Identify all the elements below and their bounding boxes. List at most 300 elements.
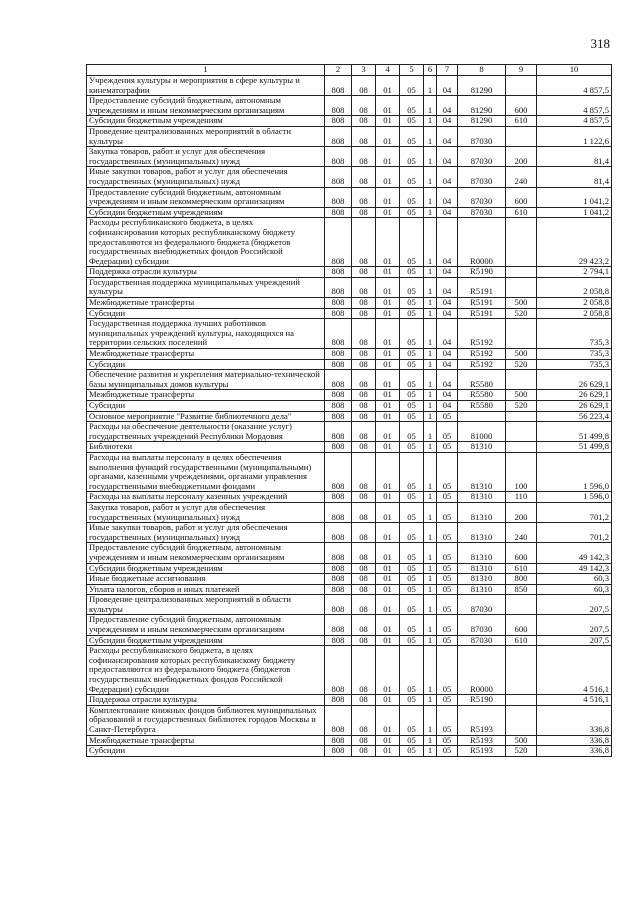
row-name-cell: Иные закупки товаров, работ и услуг для обеспечения государственных (муниципальных) нужд [87, 167, 325, 187]
subprogram-code-cell: 1 [424, 359, 437, 370]
table-row [87, 646, 612, 695]
amount-cell: 701,2 [537, 523, 612, 543]
section-code-cell: 08 [352, 563, 376, 574]
subprogram-code-cell: 1 [424, 635, 437, 646]
expense-code-cell: 87030 [458, 207, 506, 218]
row-name-cell: Субсидии бюджетным учреждениям [87, 116, 325, 127]
ministry-code-cell: 808 [325, 705, 352, 735]
amount-cell: 207,5 [537, 595, 612, 615]
program-code-cell: 05 [400, 167, 424, 187]
subprogram-code-cell: 1 [424, 452, 437, 491]
activity-code-cell: 04 [437, 319, 458, 349]
subprogram-code-cell: 1 [424, 746, 437, 757]
section-code-cell: 08 [352, 167, 376, 187]
subsection-code-cell: 01 [376, 746, 400, 757]
table-row [87, 735, 612, 746]
row-name-cell: Основное мероприятие "Развитие библиотечного дела" [87, 411, 325, 422]
activity-code-cell: 04 [437, 147, 458, 167]
subsection-code-cell: 01 [376, 442, 400, 453]
subsection-code-cell: 01 [376, 563, 400, 574]
ministry-code-cell: 808 [325, 359, 352, 370]
activity-code-cell: 04 [437, 267, 458, 278]
section-code-cell: 08 [352, 523, 376, 543]
activity-code-cell: 05 [437, 695, 458, 706]
subsection-code-cell: 01 [376, 76, 400, 96]
amount-cell: 207,5 [537, 615, 612, 635]
expense-code-cell: R5191 [458, 308, 506, 319]
ministry-code-cell: 808 [325, 96, 352, 116]
row-name-cell: Государственная поддержка лучших работников муниципальных учреждений культуры, находящихся на территории сельских поселений [87, 319, 325, 349]
amount-cell: 26 629,1 [537, 390, 612, 401]
section-code-cell: 08 [352, 646, 376, 695]
amount-cell: 60,3 [537, 574, 612, 585]
amount-cell: 735,3 [537, 359, 612, 370]
amount-cell: 29 423,2 [537, 218, 612, 267]
section-code-cell: 08 [352, 308, 376, 319]
program-code-cell: 05 [400, 298, 424, 309]
amount-cell: 2 058,8 [537, 277, 612, 297]
ministry-code-cell: 808 [325, 695, 352, 706]
program-code-cell: 05 [400, 563, 424, 574]
activity-code-cell: 05 [437, 502, 458, 522]
amount-cell: 1 041,2 [537, 207, 612, 218]
table-row [87, 695, 612, 706]
section-code-cell: 08 [352, 147, 376, 167]
expense-type-code-cell: 240 [506, 523, 537, 543]
section-code-cell: 08 [352, 705, 376, 735]
table-row [87, 207, 612, 218]
expense-code-cell: R0000 [458, 218, 506, 267]
subprogram-code-cell: 1 [424, 595, 437, 615]
subsection-code-cell: 01 [376, 401, 400, 412]
subprogram-code-cell: 1 [424, 705, 437, 735]
ministry-code-cell: 808 [325, 207, 352, 218]
row-name-cell: Комплектование книжных фондов библиотек муниципальных образований и государственных библиотек городов Москвы и Санкт-Петербурга [87, 705, 325, 735]
program-code-cell: 05 [400, 646, 424, 695]
table-row [87, 422, 612, 442]
subprogram-code-cell: 1 [424, 584, 437, 595]
subsection-code-cell: 01 [376, 267, 400, 278]
expense-type-code-cell [506, 277, 537, 297]
section-code-cell: 08 [352, 359, 376, 370]
row-name-cell: Межбюджетные трансферты [87, 349, 325, 360]
expense-type-code-cell: 240 [506, 167, 537, 187]
amount-cell: 336,8 [537, 746, 612, 757]
section-code-cell: 08 [352, 218, 376, 267]
ministry-code-cell: 808 [325, 267, 352, 278]
amount-cell: 701,2 [537, 502, 612, 522]
expense-code-cell: R0000 [458, 646, 506, 695]
ministry-code-cell: 808 [325, 349, 352, 360]
program-code-cell: 05 [400, 411, 424, 422]
table-row [87, 401, 612, 412]
activity-code-cell: 05 [437, 523, 458, 543]
ministry-code-cell: 808 [325, 187, 352, 207]
table-row [87, 523, 612, 543]
table-row [87, 308, 612, 319]
expense-code-cell: 87030 [458, 187, 506, 207]
row-name-cell: Государственная поддержка муниципальных учреждений культуры [87, 277, 325, 297]
amount-cell: 735,3 [537, 349, 612, 360]
table-row [87, 574, 612, 585]
expense-type-code-cell: 500 [506, 735, 537, 746]
table-row [87, 563, 612, 574]
activity-code-cell: 04 [437, 390, 458, 401]
subsection-code-cell: 01 [376, 523, 400, 543]
ministry-code-cell: 808 [325, 116, 352, 127]
expense-code-cell: 87030 [458, 126, 506, 146]
row-name-cell: Субсидии [87, 746, 325, 757]
amount-cell: 4 857,5 [537, 96, 612, 116]
subsection-code-cell: 01 [376, 695, 400, 706]
subsection-code-cell: 01 [376, 218, 400, 267]
table-row [87, 267, 612, 278]
expense-type-code-cell: 500 [506, 298, 537, 309]
table-row [87, 187, 612, 207]
amount-cell: 49 142,3 [537, 563, 612, 574]
expense-type-code-cell [506, 218, 537, 267]
subprogram-code-cell: 1 [424, 502, 437, 522]
expense-code-cell: R5192 [458, 319, 506, 349]
section-code-cell: 08 [352, 615, 376, 635]
ministry-code-cell: 808 [325, 584, 352, 595]
subsection-code-cell: 01 [376, 359, 400, 370]
program-code-cell: 05 [400, 574, 424, 585]
activity-code-cell: 05 [437, 735, 458, 746]
table-row [87, 167, 612, 187]
section-code-cell: 08 [352, 349, 376, 360]
subsection-code-cell: 01 [376, 370, 400, 390]
ministry-code-cell: 808 [325, 277, 352, 297]
expense-type-code-cell: 850 [506, 584, 537, 595]
table-row [87, 595, 612, 615]
program-code-cell: 05 [400, 218, 424, 267]
table-row [87, 746, 612, 757]
subprogram-code-cell: 1 [424, 615, 437, 635]
expense-code-cell: 81310 [458, 492, 506, 503]
expense-type-code-cell: 100 [506, 452, 537, 491]
program-code-cell: 05 [400, 126, 424, 146]
subsection-code-cell: 01 [376, 735, 400, 746]
subsection-code-cell: 01 [376, 207, 400, 218]
expense-code-cell: 81290 [458, 116, 506, 127]
section-code-cell: 08 [352, 319, 376, 349]
subprogram-code-cell: 1 [424, 277, 437, 297]
table-row [87, 277, 612, 297]
row-name-cell: Субсидии [87, 359, 325, 370]
activity-code-cell: 04 [437, 308, 458, 319]
activity-code-cell: 04 [437, 126, 458, 146]
subprogram-code-cell: 1 [424, 96, 437, 116]
column-header: 4 [376, 65, 400, 76]
subsection-code-cell: 01 [376, 390, 400, 401]
activity-code-cell: 04 [437, 167, 458, 187]
row-name-cell: Предоставление субсидий бюджетным, автономным учреждениям и иным некоммерческим организациям [87, 96, 325, 116]
subsection-code-cell: 01 [376, 187, 400, 207]
subprogram-code-cell: 1 [424, 207, 437, 218]
table-row [87, 584, 612, 595]
activity-code-cell: 05 [437, 452, 458, 491]
row-name-cell: Проведение централизованных мероприятий в области культуры [87, 126, 325, 146]
subprogram-code-cell: 1 [424, 401, 437, 412]
expense-type-code-cell: 610 [506, 207, 537, 218]
activity-code-cell: 05 [437, 574, 458, 585]
expense-code-cell: R5580 [458, 370, 506, 390]
ministry-code-cell: 808 [325, 563, 352, 574]
program-code-cell: 05 [400, 695, 424, 706]
subsection-code-cell: 01 [376, 646, 400, 695]
activity-code-cell: 04 [437, 187, 458, 207]
amount-cell: 49 142,3 [537, 543, 612, 563]
expense-type-code-cell: 610 [506, 563, 537, 574]
subsection-code-cell: 01 [376, 411, 400, 422]
expense-code-cell: R5193 [458, 705, 506, 735]
subprogram-code-cell: 1 [424, 563, 437, 574]
subprogram-code-cell: 1 [424, 735, 437, 746]
subprogram-code-cell: 1 [424, 695, 437, 706]
amount-cell: 4 857,5 [537, 76, 612, 96]
expense-type-code-cell [506, 76, 537, 96]
ministry-code-cell: 808 [325, 308, 352, 319]
activity-code-cell: 04 [437, 349, 458, 360]
program-code-cell: 05 [400, 96, 424, 116]
amount-cell: 4 857,5 [537, 116, 612, 127]
expense-code-cell: 81310 [458, 523, 506, 543]
subprogram-code-cell: 1 [424, 298, 437, 309]
activity-code-cell: 05 [437, 563, 458, 574]
activity-code-cell: 04 [437, 96, 458, 116]
program-code-cell: 05 [400, 390, 424, 401]
ministry-code-cell: 808 [325, 370, 352, 390]
program-code-cell: 05 [400, 401, 424, 412]
amount-cell: 51 499,8 [537, 442, 612, 453]
activity-code-cell: 04 [437, 359, 458, 370]
program-code-cell: 05 [400, 319, 424, 349]
program-code-cell: 05 [400, 595, 424, 615]
expense-type-code-cell: 520 [506, 746, 537, 757]
section-code-cell: 08 [352, 695, 376, 706]
ministry-code-cell: 808 [325, 218, 352, 267]
amount-cell: 51 499,8 [537, 422, 612, 442]
subprogram-code-cell: 1 [424, 218, 437, 267]
subprogram-code-cell: 1 [424, 543, 437, 563]
ministry-code-cell: 808 [325, 167, 352, 187]
ministry-code-cell: 808 [325, 390, 352, 401]
subprogram-code-cell: 1 [424, 116, 437, 127]
ministry-code-cell: 808 [325, 452, 352, 491]
program-code-cell: 05 [400, 116, 424, 127]
section-code-cell: 08 [352, 584, 376, 595]
section-code-cell: 08 [352, 442, 376, 453]
table-row [87, 349, 612, 360]
column-header: 10 [537, 65, 612, 76]
subprogram-code-cell: 1 [424, 370, 437, 390]
expense-type-code-cell: 610 [506, 635, 537, 646]
section-code-cell: 08 [352, 298, 376, 309]
program-code-cell: 05 [400, 147, 424, 167]
section-code-cell: 08 [352, 502, 376, 522]
expense-type-code-cell [506, 370, 537, 390]
table-row [87, 492, 612, 503]
subprogram-code-cell: 1 [424, 523, 437, 543]
table-row [87, 442, 612, 453]
column-header: 5 [400, 65, 424, 76]
expense-type-code-cell [506, 695, 537, 706]
section-code-cell: 08 [352, 492, 376, 503]
ministry-code-cell: 808 [325, 298, 352, 309]
expense-code-cell: R5191 [458, 277, 506, 297]
expense-code-cell: R5190 [458, 267, 506, 278]
page-number: 318 [590, 36, 610, 51]
expense-code-cell: 81310 [458, 543, 506, 563]
expense-type-code-cell [506, 422, 537, 442]
row-name-cell: Субсидии бюджетным учреждениям [87, 635, 325, 646]
program-code-cell: 05 [400, 207, 424, 218]
program-code-cell: 05 [400, 543, 424, 563]
row-name-cell: Расходы республиканского бюджета, в целях софинансирования которых республиканскому бюджету предоставляются из федерального бюджета (бюджетов государственных внебюджетных фондов Российской Федерации) субсидии [87, 646, 325, 695]
row-name-cell: Расходы на выплаты персоналу казенных учреждений [87, 492, 325, 503]
subprogram-code-cell: 1 [424, 646, 437, 695]
expense-type-code-cell [506, 646, 537, 695]
expense-code-cell: 81310 [458, 442, 506, 453]
expense-type-code-cell: 110 [506, 492, 537, 503]
activity-code-cell: 05 [437, 584, 458, 595]
program-code-cell: 05 [400, 502, 424, 522]
expense-type-code-cell: 800 [506, 574, 537, 585]
row-name-cell: Субсидии [87, 308, 325, 319]
amount-cell: 81,4 [537, 167, 612, 187]
row-name-cell: Закупка товаров, работ и услуг для обеспечения государственных (муниципальных) нужд [87, 147, 325, 167]
program-code-cell: 05 [400, 452, 424, 491]
section-code-cell: 08 [352, 543, 376, 563]
amount-cell: 56 223,4 [537, 411, 612, 422]
ministry-code-cell: 808 [325, 595, 352, 615]
subprogram-code-cell: 1 [424, 442, 437, 453]
subprogram-code-cell: 1 [424, 411, 437, 422]
expense-code-cell: 87030 [458, 167, 506, 187]
program-code-cell: 05 [400, 370, 424, 390]
ministry-code-cell: 808 [325, 147, 352, 167]
budget-table [86, 64, 612, 757]
ministry-code-cell: 808 [325, 502, 352, 522]
row-name-cell: Межбюджетные трансферты [87, 298, 325, 309]
activity-code-cell: 05 [437, 442, 458, 453]
section-code-cell: 08 [352, 370, 376, 390]
subprogram-code-cell: 1 [424, 574, 437, 585]
program-code-cell: 05 [400, 277, 424, 297]
amount-cell: 207,5 [537, 635, 612, 646]
table-row [87, 615, 612, 635]
table-row [87, 370, 612, 390]
expense-type-code-cell: 520 [506, 359, 537, 370]
expense-type-code-cell [506, 126, 537, 146]
expense-type-code-cell [506, 267, 537, 278]
expense-type-code-cell: 500 [506, 390, 537, 401]
amount-cell: 336,8 [537, 705, 612, 735]
expense-type-code-cell: 600 [506, 543, 537, 563]
activity-code-cell: 05 [437, 543, 458, 563]
subprogram-code-cell: 1 [424, 319, 437, 349]
expense-code-cell: R5193 [458, 735, 506, 746]
activity-code-cell: 04 [437, 207, 458, 218]
program-code-cell: 05 [400, 442, 424, 453]
row-name-cell: Проведение централизованных мероприятий в области культуры [87, 595, 325, 615]
section-code-cell: 08 [352, 401, 376, 412]
subsection-code-cell: 01 [376, 584, 400, 595]
row-name-cell: Библиотеки [87, 442, 325, 453]
expense-type-code-cell: 600 [506, 187, 537, 207]
ministry-code-cell: 808 [325, 401, 352, 412]
expense-code-cell [458, 411, 506, 422]
expense-code-cell: 87030 [458, 615, 506, 635]
expense-code-cell: 81000 [458, 422, 506, 442]
table-row [87, 359, 612, 370]
section-code-cell: 08 [352, 76, 376, 96]
row-name-cell: Поддержка отрасли культуры [87, 267, 325, 278]
subprogram-code-cell: 1 [424, 76, 437, 96]
subprogram-code-cell: 1 [424, 147, 437, 167]
expense-code-cell: 87030 [458, 635, 506, 646]
ministry-code-cell: 808 [325, 574, 352, 585]
amount-cell: 4 516,1 [537, 695, 612, 706]
amount-cell: 2 058,8 [537, 308, 612, 319]
expense-code-cell: 81310 [458, 452, 506, 491]
program-code-cell: 05 [400, 492, 424, 503]
expense-type-code-cell: 200 [506, 502, 537, 522]
subsection-code-cell: 01 [376, 319, 400, 349]
expense-type-code-cell: 600 [506, 96, 537, 116]
ministry-code-cell: 808 [325, 76, 352, 96]
subsection-code-cell: 01 [376, 492, 400, 503]
expense-type-code-cell [506, 319, 537, 349]
expense-code-cell: R5192 [458, 349, 506, 360]
program-code-cell: 05 [400, 705, 424, 735]
table-row [87, 116, 612, 127]
activity-code-cell: 05 [437, 411, 458, 422]
ministry-code-cell: 808 [325, 746, 352, 757]
expense-code-cell: 81310 [458, 574, 506, 585]
program-code-cell: 05 [400, 735, 424, 746]
section-code-cell: 08 [352, 187, 376, 207]
subsection-code-cell: 01 [376, 167, 400, 187]
expense-code-cell: R5191 [458, 298, 506, 309]
table-row [87, 126, 612, 146]
activity-code-cell: 05 [437, 746, 458, 757]
subsection-code-cell: 01 [376, 635, 400, 646]
section-code-cell: 08 [352, 267, 376, 278]
expense-type-code-cell: 200 [506, 147, 537, 167]
expense-code-cell: 81290 [458, 96, 506, 116]
ministry-code-cell: 808 [325, 646, 352, 695]
section-code-cell: 08 [352, 735, 376, 746]
column-header: 3 [352, 65, 376, 76]
section-code-cell: 08 [352, 452, 376, 491]
section-code-cell: 08 [352, 635, 376, 646]
expense-code-cell: 87030 [458, 147, 506, 167]
section-code-cell: 08 [352, 207, 376, 218]
program-code-cell: 05 [400, 359, 424, 370]
expense-code-cell: R5580 [458, 401, 506, 412]
expense-type-code-cell: 520 [506, 401, 537, 412]
table-row [87, 390, 612, 401]
row-name-cell: Обеспечение развития и укрепления материально-технической базы муниципальных домов культуры [87, 370, 325, 390]
column-header: 8 [458, 65, 506, 76]
amount-cell: 336,8 [537, 735, 612, 746]
column-header: 2 [325, 65, 352, 76]
row-name-cell: Иные закупки товаров, работ и услуг для обеспечения государственных (муниципальных) нужд [87, 523, 325, 543]
amount-cell: 1 122,6 [537, 126, 612, 146]
expense-type-code-cell [506, 411, 537, 422]
